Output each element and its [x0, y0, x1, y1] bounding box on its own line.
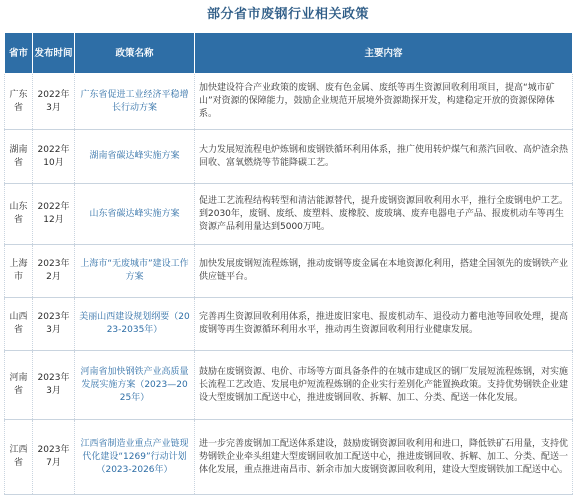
row-policy-name: 美丽山西建设规划纲要（2023-2035年） [75, 298, 195, 351]
page-title: 部分省市废钢行业相关政策 [206, 7, 369, 22]
row-date: 2022年12月 [33, 184, 75, 245]
row-policy-name: 江西省制造业重点产业链现代化建设“1269”行动计划（2023-2026年） [75, 420, 195, 495]
row-province: 江西省 [5, 420, 33, 495]
row-date: 2023年2月 [33, 245, 75, 298]
table-row [5, 245, 573, 298]
row-date: 2023年3月 [33, 351, 75, 420]
header-province: 省市 [5, 33, 33, 74]
row-province: 山西省 [5, 298, 33, 351]
table-row [5, 184, 573, 245]
table-row [5, 74, 573, 130]
row-content: 完善再生资源回收利用体系，推进废旧家电、报废机动车、退役动力蓄电池等回收处理，提高废钢等再生资源循环利用水平，推动再生资源回收利用行业健康发展。 [195, 298, 573, 351]
row-date: 2022年10月 [33, 130, 75, 184]
row-content: 大力发展短流程电炉炼钢和废钢铁循环利用体系，推广使用转炉煤气和蒸汽回收、高炉渣余热回收、富氧燃烧等节能降碳工艺。 [195, 130, 573, 184]
table-row [5, 351, 573, 420]
row-province: 广东省 [5, 74, 33, 130]
row-policy-name: 广东省促进工业经济平稳增长行动方案 [75, 74, 195, 130]
row-policy-name: 山东省碳达峰实施方案 [75, 184, 195, 245]
row-policy-name: 上海市“无废城市”建设工作方案 [75, 245, 195, 298]
row-province: 河南省 [5, 351, 33, 420]
header-date: 发布时间 [33, 33, 75, 74]
policy-table [4, 32, 573, 495]
row-date: 2023年3月 [33, 298, 75, 351]
row-content: 加快建设符合产业政策的废钢、废有色金属、废纸等再生资源回收利用项目，提高“城市矿山”对资源的保障能力，鼓励企业规范开展境外资源勘探开发，构建稳定开放的资源保障体系。 [195, 74, 573, 130]
row-content: 加快发展废钢短流程炼钢，推动废钢等废金属在本地资源化利用，搭建全国领先的废钢铁产业供应链平台。 [195, 245, 573, 298]
row-content: 进一步完善废钢加工配送体系建设，鼓励废钢资源回收利用和进口，降低铁矿石用量，支持优势钢铁企业牵头组建大型废钢回收加工配送中心，推进废钢回收、拆解、加工、分类、配送一体化发展，重点推进南昌市、新余市加大废钢资源回收利用，建设大型废钢铁加工配送中心。 [195, 420, 573, 495]
table-row [5, 298, 573, 351]
row-province: 上海市 [5, 245, 33, 298]
table-row [5, 420, 573, 495]
row-date: 2022年3月 [33, 74, 75, 130]
table-row [5, 130, 573, 184]
header-content: 主要内容 [195, 33, 573, 74]
row-province: 湖南省 [5, 130, 33, 184]
row-province: 山东省 [5, 184, 33, 245]
row-policy-name: 河南省加快钢铁产业高质量发展实施方案（2023—2025年） [75, 351, 195, 420]
table-header-row [5, 33, 573, 74]
header-policy-name: 政策名称 [75, 33, 195, 74]
row-content: 鼓励在废钢资源、电价、市场等方面具备条件的在城市建成区的钢厂发展短流程炼钢，对实施长流程工艺改造、发展电炉短流程炼钢的企业实行差别化产能置换政策。支持优势钢铁企业建设大型废钢加工配送中心，推进废钢回收、拆解、加工、分类、配送一体化发展。 [195, 351, 573, 420]
row-date: 2023年7月 [33, 420, 75, 495]
row-content: 促进工艺流程结构转型和清洁能源替代，提升废钢资源回收利用水平，推行全废钢电炉工艺。到2030年，废钢、废纸、废塑料、废橡胶、废玻璃、废弃电器电子产品、报废机动车等再生资源产品利用量达到5000万吨。 [195, 184, 573, 245]
row-policy-name: 湖南省碳达峰实施方案 [75, 130, 195, 184]
